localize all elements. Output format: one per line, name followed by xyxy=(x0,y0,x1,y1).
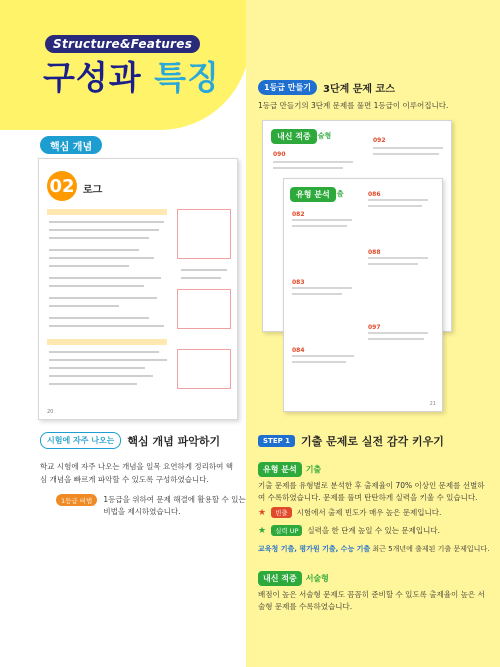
preview-question-number: 082 xyxy=(292,211,305,218)
preview-text-line xyxy=(292,355,354,357)
skill-up-row xyxy=(258,525,440,536)
preview-text-line xyxy=(49,285,144,287)
preview-question-number: 083 xyxy=(292,279,305,286)
preview-text-line xyxy=(49,383,137,385)
grade-tag: 1등급 비법 xyxy=(56,494,97,506)
preview-heading-bar xyxy=(47,339,167,345)
concept-description: 학교 시험에 자주 나오는 개념을 일목 요연하게 정리하여 핵심 개념을 빠르게 파악할 수 있도록 구성하였습니다. xyxy=(40,462,233,484)
preview-text-line xyxy=(368,257,428,259)
preview-text-line xyxy=(49,375,153,377)
course-tag: 1등급 만들기 xyxy=(258,80,317,95)
course-heading-row xyxy=(258,80,395,95)
type-page-preview xyxy=(283,178,443,412)
section-label-concept: 핵심 개념 xyxy=(40,136,102,154)
preview-writing-tag: 내신 적중 xyxy=(271,129,317,144)
preview-side-box xyxy=(177,209,231,259)
preview-text-line xyxy=(368,338,424,340)
preview-text-line xyxy=(292,219,352,221)
skill-up-description: 실력을 한 단계 높일 수 있는 문제입니다. xyxy=(307,526,440,535)
writing-tag: 내신 적중 xyxy=(258,571,302,586)
preview-text-line xyxy=(49,317,149,319)
preview-side-line xyxy=(181,269,227,271)
frequent-question-row xyxy=(258,507,441,518)
star-icon: ★ xyxy=(258,507,267,518)
type-analysis-tag: 유형 분석 xyxy=(258,462,302,477)
preview-text-line xyxy=(49,305,119,307)
preview-text-line xyxy=(49,277,161,279)
preview-side-box xyxy=(177,349,231,389)
preview-page-number: 21 xyxy=(429,401,436,407)
preview-text-line xyxy=(49,367,145,369)
preview-type-sub: 기출 xyxy=(330,190,344,198)
preview-side-box xyxy=(177,289,231,329)
preview-text-line xyxy=(368,332,428,334)
page-title xyxy=(43,52,220,99)
writing-tag-row xyxy=(258,571,329,586)
preview-text-line xyxy=(273,161,353,163)
concept-page-preview xyxy=(38,158,238,420)
step-heading-row xyxy=(258,433,444,449)
page-badge: 02 xyxy=(47,171,77,201)
title-part-2: 특징 xyxy=(154,58,220,97)
course-title: 3단계 문제 코스 xyxy=(323,84,395,95)
page-preview-title: 로그 xyxy=(83,185,103,196)
preview-question-number: 092 xyxy=(373,137,386,144)
preview-side-line xyxy=(181,277,221,279)
preview-text-line xyxy=(49,265,129,267)
preview-question-number: 088 xyxy=(368,249,381,256)
skill-up-tag: 실력 UP xyxy=(271,525,302,536)
preview-writing-sub: 서술형 xyxy=(311,132,332,140)
preview-text-line xyxy=(49,221,164,223)
preview-text-line xyxy=(292,225,347,227)
step-badge: STEP 1 xyxy=(258,435,295,447)
preview-text-line xyxy=(368,263,418,265)
preview-text-line xyxy=(373,153,439,155)
step-title: 기출 문제로 실전 감각 키우기 xyxy=(301,435,444,448)
concept-heading-row xyxy=(40,432,220,449)
source-description: 최근 5개년에 출제된 기출 문제입니다. xyxy=(372,545,490,553)
preview-question-number: 097 xyxy=(368,324,381,331)
grade-tip-row xyxy=(56,494,253,518)
writing-description: 배점이 높은 서술형 문제도 꼼꼼히 준비할 수 있도록 출제율이 높은 서술형 문제를 수록하였습니다. xyxy=(258,590,485,611)
preview-question-number: 086 xyxy=(368,191,381,198)
concept-tag: 시험에 자주 나오는 xyxy=(40,432,121,449)
star-icon: ★ xyxy=(258,525,267,536)
preview-text-line xyxy=(49,229,159,231)
preview-text-line xyxy=(49,249,139,251)
english-title: Structure&Features xyxy=(45,35,200,53)
preview-question-number: 084 xyxy=(292,347,305,354)
preview-text-line xyxy=(273,167,343,169)
concept-heading: 핵심 개념 파악하기 xyxy=(127,434,221,448)
preview-type-tag: 유형 분석 xyxy=(290,187,336,202)
writing-sub: 서술형 xyxy=(305,574,329,583)
preview-text-line xyxy=(49,297,157,299)
source-list: 교육청 기출, 평가원 기출, 수능 기출 xyxy=(258,545,371,553)
frequent-description: 시험에서 출제 빈도가 매우 높은 문제입니다. xyxy=(296,508,442,517)
preview-text-line xyxy=(292,361,346,363)
preview-question-number: 090 xyxy=(273,151,286,158)
preview-text-line xyxy=(292,287,352,289)
preview-text-line xyxy=(373,147,443,149)
type-analysis-sub: 기출 xyxy=(305,465,322,474)
preview-page-number: 20 xyxy=(47,409,54,415)
type-analysis-description: 기출 문제를 유형별로 분석한 후 출제율이 70% 이상인 문제를 선별하여 수록하였습니다. 문제를 풀며 탄탄하게 실력을 키울 수 있습니다. xyxy=(258,481,485,502)
preview-text-line xyxy=(368,205,422,207)
title-part-1: 구성과 xyxy=(43,58,142,97)
source-note xyxy=(258,544,489,554)
preview-text-line xyxy=(49,325,164,327)
course-description: 1등급 만들기의 3단계 문제를 풀면 1등급이 이루어집니다. xyxy=(258,101,449,110)
preview-text-line xyxy=(49,359,167,361)
preview-text-line xyxy=(368,199,428,201)
preview-text-line xyxy=(292,293,342,295)
type-analysis-tag-row xyxy=(258,462,321,477)
preview-text-line xyxy=(49,351,159,353)
preview-text-line xyxy=(49,257,154,259)
preview-text-line xyxy=(49,237,149,239)
grade-description: 1등급을 위하여 문제 해결에 활용할 수 있는 비법을 제시하였습니다. xyxy=(103,495,246,516)
frequent-tag: 빈출 xyxy=(271,507,292,518)
preview-heading-bar xyxy=(47,209,167,215)
